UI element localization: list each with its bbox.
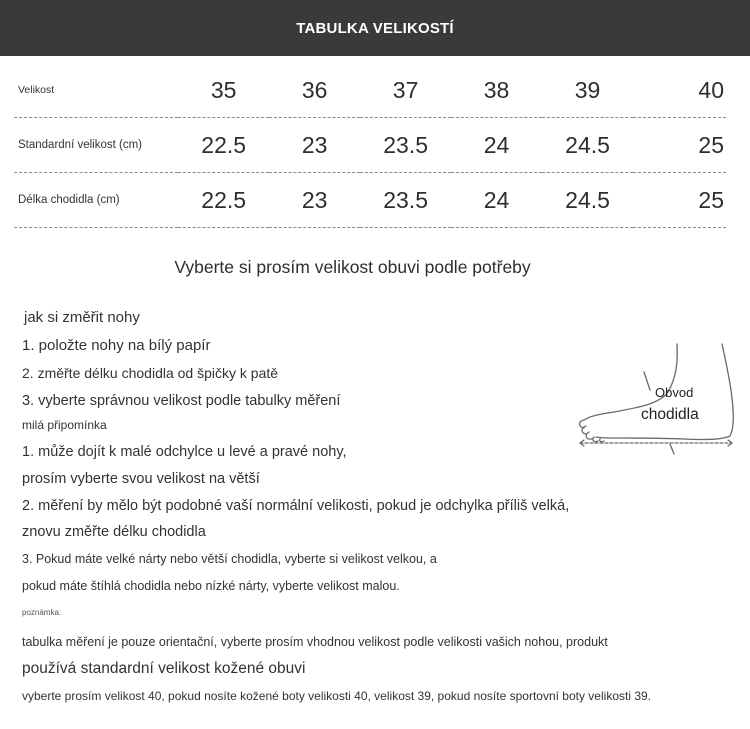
table-cell: 25	[633, 173, 726, 228]
table-cell: 24	[451, 173, 542, 228]
table-cell: 23	[269, 118, 360, 173]
table-cell: 35	[178, 63, 269, 118]
reminder-heading: milá připomínka	[22, 418, 107, 432]
table-cell: 23	[269, 173, 360, 228]
table-cell: 24.5	[542, 118, 633, 173]
foot-icon	[574, 340, 744, 465]
page-header	[0, 0, 750, 56]
instruction-line: znovu změřte délku chodidla	[22, 524, 206, 540]
table-cell: 39	[542, 63, 633, 118]
table-row	[14, 173, 726, 228]
table-cell: 22.5	[178, 118, 269, 173]
instruction-line: prosím vyberte svou velikost na větší	[22, 471, 260, 487]
foot-label-top: Obvod	[655, 385, 694, 400]
table-row	[14, 118, 726, 173]
note-heading: poznámka:	[22, 608, 62, 617]
table-cell: 25	[633, 118, 726, 173]
size-table	[14, 63, 726, 228]
table-cell: 37	[360, 63, 451, 118]
table-cell: 24.5	[542, 173, 633, 228]
table-cell: 40	[633, 63, 726, 118]
instruction-line: 3. Pokud máte velké nárty nebo větší chodidla, vyberte si velikost velkou, a	[22, 552, 437, 566]
instruction-line: pokud máte štíhlá chodidla nebo nízké nárty, vyberte velikost malou.	[22, 579, 400, 593]
foot-label-bottom: chodidla	[641, 406, 699, 423]
table-cell: 36	[269, 63, 360, 118]
instruction-line: 2. měření by mělo být podobné vaší normální velikosti, pokud je odchylka příliš velká,	[22, 498, 570, 514]
instruction-line: 3. vyberte správnou velikost podle tabulky měření	[22, 393, 341, 409]
note-line: vyberte prosím velikost 40, pokud nosíte kožené boty velikosti 40, velikost 39, pokud nosíte sportovní boty velikosti 39.	[22, 689, 652, 703]
table-cell: 22.5	[178, 173, 269, 228]
table-cell: 38	[451, 63, 542, 118]
page-subtitle: Vyberte si prosím velikost obuvi podle potřeby	[174, 257, 531, 277]
table-cell: 24	[451, 118, 542, 173]
row-label: Standardní velikost (cm)	[14, 118, 178, 173]
instruction-line: 2. změřte délku chodidla od špičky k patě	[22, 365, 279, 381]
measure-heading: jak si změřit nohy	[24, 309, 140, 326]
table-cell: 23.5	[360, 173, 451, 228]
table-cell: 23.5	[360, 118, 451, 173]
note-line: tabulka měření je pouze orientační, vyberte prosím vhodnou velikost podle velikosti vašich nohou, produkt	[22, 635, 608, 649]
instruction-line: 1. položte nohy na bílý papír	[22, 337, 211, 354]
instruction-line: 1. může dojít k malé odchylce u levé a pravé nohy,	[22, 444, 347, 460]
row-label: Velikost	[14, 63, 178, 118]
table-row	[14, 63, 726, 118]
header-title: TABULKA VELIKOSTÍ	[296, 19, 454, 37]
note-line: používá standardní velikost kožené obuvi	[22, 660, 306, 677]
row-label: Délka chodidla (cm)	[14, 173, 178, 228]
